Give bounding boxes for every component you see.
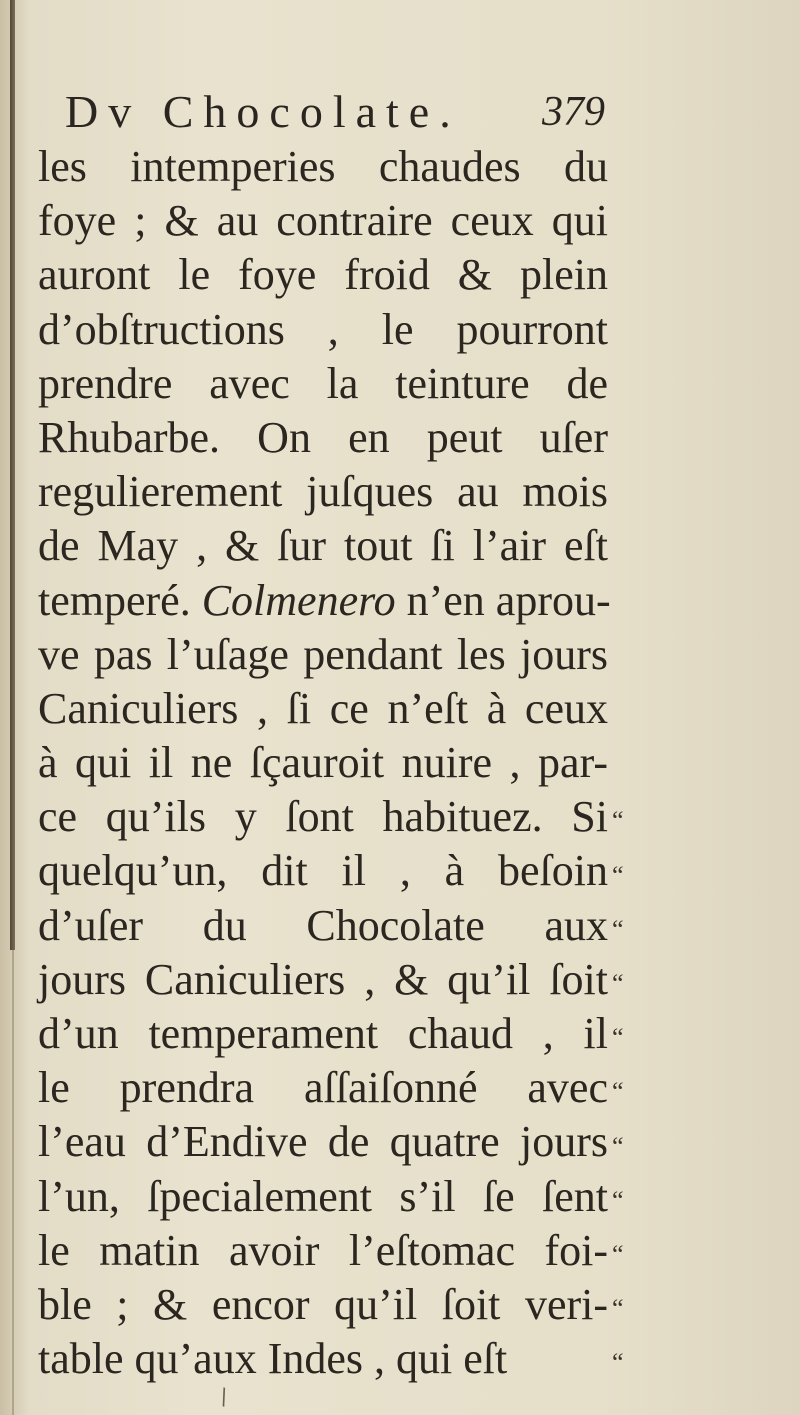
text-line-segment: temperé. [38,575,202,625]
quotation-marker: “ [612,1185,624,1215]
text-line [38,1007,608,1061]
text-line-segment: les intemperies chaudes du [38,142,608,191]
text-line [38,736,608,790]
text-line-segment: ble ; & encor qu’il ſoit veri- [38,1279,608,1329]
text-line [38,628,608,682]
quotation-marker: “ [612,1023,624,1053]
text-line [38,303,608,357]
quotation-marker: “ [612,1077,624,1107]
text-line [38,1170,608,1224]
text-line-segment: ce qu’ils y ſont habituez. Si [38,792,608,842]
quotation-marker: “ [612,860,624,890]
text-line [38,519,608,573]
text-line-segment: le prendra aſſaiſonné avec [38,1063,608,1113]
quotation-marker: “ [612,1240,624,1269]
quotation-marker: “ [612,1131,624,1161]
text-line [38,1115,608,1169]
text-line [38,1061,608,1115]
quotation-marker: “ [612,1348,624,1378]
text-line-segment: regulierement juſques au mois [38,467,608,517]
text-line-segment: foye ; & au contraire ceux qui [38,196,608,246]
quotation-marker: “ [612,806,624,836]
text-line [38,248,608,302]
page-number: 379 [542,89,605,135]
text-line [38,1332,608,1386]
text-line-segment: jours Caniculiers , & qu’il ſoit [38,954,608,1004]
text-line-segment: le matin avoir l’eſtomac foi- [38,1225,608,1275]
text-line-segment: d’un temperament chaud , il [38,1009,608,1058]
quotation-marker: “ [612,1294,624,1324]
text-line [38,194,608,248]
running-title: Dv Chocolate. [65,86,461,137]
text-line [38,844,608,898]
text-line [38,1278,608,1332]
text-line-segment: l’un, ſpecialement s’il ſe ſent [38,1171,608,1221]
text-line-segment: d’obſtructions , le pourront [38,304,608,354]
binding-gutter [10,0,15,950]
text-line [38,140,608,194]
text-line-segment: quelqu’un, dit il , à beſoin [38,846,608,896]
text-line-segment: table qu’aux Indes , qui eſt [38,1334,508,1384]
text-line-segment: ve pas l’uſage pendant les jours [38,629,608,679]
text-line [38,899,608,953]
text-line-segment: d’uſer du Chocolate aux [38,900,608,950]
text-line-segment: n’en aprou- [395,575,611,625]
text-line-segment: à qui il ne ſçauroit nuire , par- [38,738,608,788]
italic-name: Colmenero [201,575,396,625]
page-blemish: \ [215,1384,232,1411]
text-line-segment: auront le foye froid & plein [38,250,608,300]
text-line-segment: prendre avec la teinture de [38,358,608,408]
binding-gutter-lower [12,950,14,1415]
text-line [38,1224,608,1278]
text-line-segment: de May , & ſur tout ſi l’air eſt [38,521,608,571]
body-text [38,140,611,1386]
text-line-segment: Caniculiers , ſi ce n’eſt à ceux [38,683,608,733]
quotation-marker: “ [612,969,624,998]
text-line [38,790,608,844]
text-line-segment: l’eau d’Endive de quatre jours [38,1117,608,1167]
text-line [38,953,608,1007]
text-line [38,357,608,411]
quotation-marker: “ [612,914,624,944]
text-line [38,465,608,519]
text-line [38,682,608,736]
page-header [65,82,605,142]
text-line [38,411,608,465]
text-line [38,574,611,628]
text-line-segment: Rhubarbe. On en peut uſer [38,412,608,462]
